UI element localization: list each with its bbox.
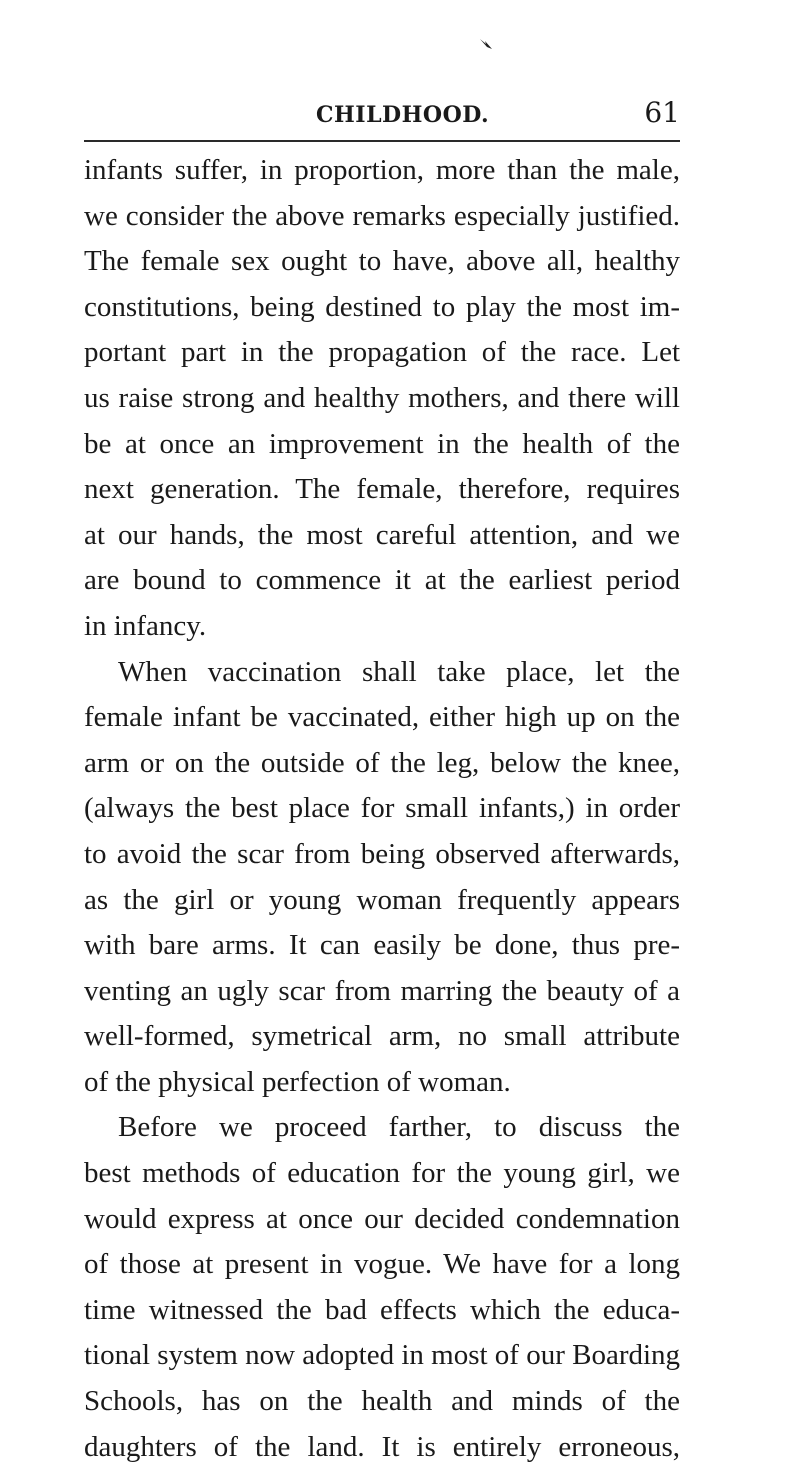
text-line: of the physical perfection of woman. (84, 1065, 511, 1098)
text-line: as the girl or young woman frequently appears (84, 883, 680, 916)
text-line: Before we proceed farther, to discuss the (118, 1111, 680, 1144)
paragraph (84, 650, 680, 1106)
text-line: well-formed, symetrical arm, no small attribute (84, 1020, 680, 1053)
text-line: at our hands, the most careful attention, and we (84, 518, 680, 551)
text-line: would express at once our decided condemnation (84, 1202, 680, 1235)
text-line: be at once an improvement in the health of the (84, 427, 680, 460)
page-number: 61 (644, 96, 680, 129)
text-line: portant part in the propagation of the race. Let (84, 336, 680, 369)
text-line: The female sex ought to have, above all, healthy (84, 245, 680, 278)
text-line: next generation. The female, therefore, requires (84, 473, 680, 506)
text-line: best methods of education for the young girl, we (84, 1157, 680, 1190)
text-line: constitutions, being destined to play the most im- (84, 290, 680, 323)
text-line: of those at present in vogue. We have for a long (84, 1248, 680, 1281)
text-line: infants suffer, in proportion, more than the male, (84, 154, 680, 186)
text-line: venting an ugly scar from marring the beauty of a (84, 974, 680, 1007)
running-head-title: CHILDHOOD. (316, 102, 490, 128)
text-line: us raise strong and healthy mothers, and there will (84, 381, 680, 414)
text-line: tional system now adopted in most of our Boarding (84, 1339, 681, 1372)
text-line: When vaccination shall take place, let the (118, 655, 680, 688)
text-line: Schools, has on the health and minds of the (84, 1385, 680, 1418)
text-line: time witnessed the bad effects which the educa- (84, 1293, 680, 1326)
text-line: are bound to commence it at the earliest period (84, 564, 680, 597)
stray-ink-mark (478, 38, 494, 50)
text-line: female infant be vaccinated, either high up on the (84, 701, 680, 734)
header-rule (84, 140, 680, 142)
body-text (84, 148, 680, 1470)
text-line: in infancy. (84, 609, 207, 642)
text-line: to avoid the scar from being observed afterwards, (84, 837, 680, 870)
running-head (100, 96, 680, 136)
text-line: (always the best place for small infants,) in order (84, 792, 680, 825)
paragraph (84, 148, 680, 650)
paragraph (84, 1105, 680, 1470)
text-line: we consider the above remarks especially justified. (84, 199, 680, 232)
text-line: daughters of the land. It is entirely erroneous, (84, 1430, 680, 1463)
text-line: arm or on the outside of the leg, below the knee, (84, 746, 680, 779)
text-line: with bare arms. It can easily be done, thus pre- (84, 929, 680, 962)
